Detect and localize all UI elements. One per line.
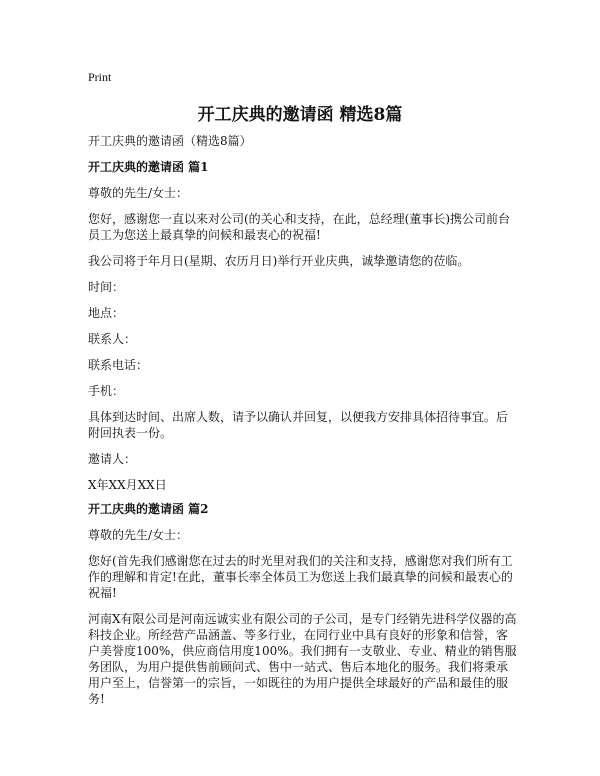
print-label[interactable]: Print <box>88 70 112 84</box>
section-1-field-phone: 联系电话： <box>88 358 149 372</box>
section-1-heading: 开工庆典的邀请函 篇1 <box>88 160 209 174</box>
section-1-paragraph-3: 具体到达时间、出席人数，请予以确认并回复，以便我方安排具体招待事宜。后附回执表一份。 <box>88 410 509 440</box>
section-2-paragraph-1: 您好(首先我们感谢您在过去的时光里对我们的关注和支持，感谢您对我们所有工作的理解和肯定!在此，董事长率全体员工为您送上我们最真挚的问候和最衷心的祝福! <box>88 554 513 600</box>
section-1-field-mobile: 手机： <box>88 384 125 398</box>
section-1-paragraph-1: 您好，感谢您一直以来对公司(的关心和支持，在此，总经理(董事长)携公司前台员工为您送上最真挚的问候和最衷心的祝福! <box>88 212 511 242</box>
document-subtitle: 开工庆典的邀请函（精选8篇） <box>88 134 252 148</box>
section-1-field-inviter: 邀请人： <box>88 452 137 466</box>
document-title: 开工庆典的邀请函 精选8篇 <box>197 105 403 125</box>
section-1-field-contact: 联系人： <box>88 332 137 346</box>
section-1-paragraph-2: 我公司将于年月日(星期、农历月日)举行开业庆典，诚挚邀请您的莅临。 <box>88 254 470 268</box>
section-1-date: X年XX月XX日 <box>88 478 167 492</box>
section-1-field-time: 时间： <box>88 280 125 294</box>
section-2-heading: 开工庆典的邀请函 篇2 <box>88 502 209 516</box>
section-2-salutation: 尊敬的先生/女士： <box>88 528 189 542</box>
section-2-paragraph-2: 河南X有限公司是河南远诚实业有限公司的子公司，是专门经销先进科学仪器的高科技企业。所经营产品涵盖、等多行业，在同行业中具有良好的形象和信誉，客户美誉度100%，供应商信用度100%。我们拥有一支敬业、专业、精业的销售服务团队，为用户提供售前顾问式、售中一站式、售后本地化的服务。我们将秉承用户至上，信誉第一的宗旨，一如既往的为用户提供全球最好的产品和最佳的服务! <box>88 612 517 706</box>
section-1-salutation: 尊敬的先生/女士： <box>88 186 189 200</box>
document-body <box>88 133 518 717</box>
section-1-field-place: 地点： <box>88 306 125 320</box>
